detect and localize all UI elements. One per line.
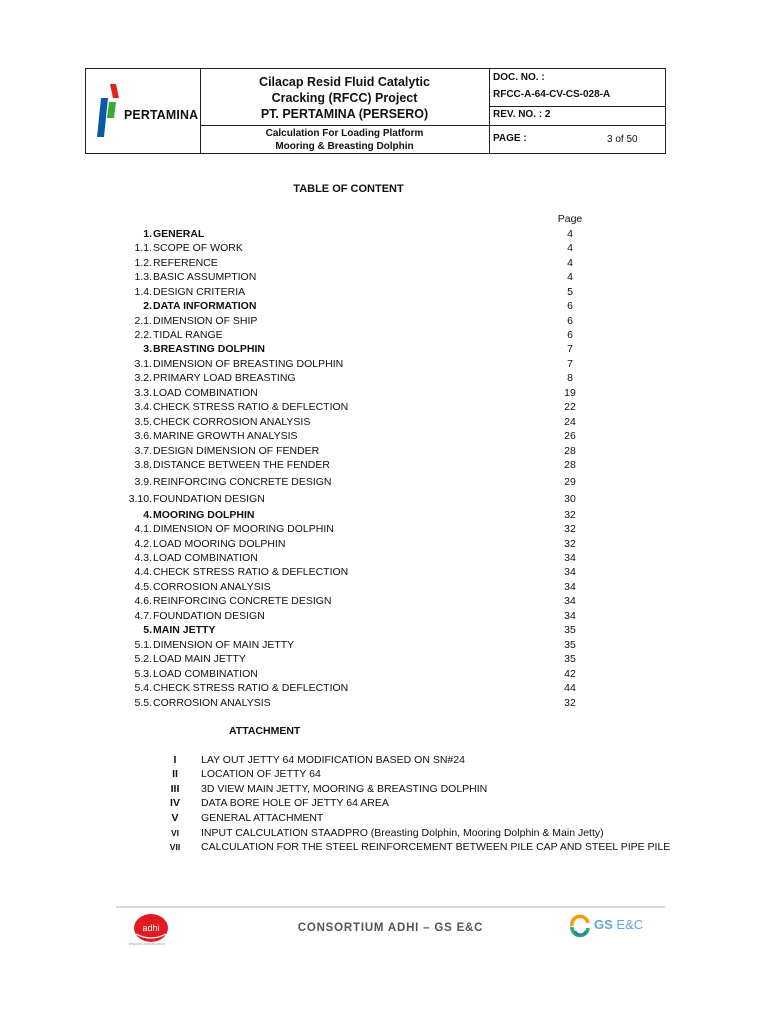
toc-row (0, 256, 700, 270)
doc-no-value: RFCC-A-64-CV-CS-028-A (493, 89, 611, 100)
toc-row (0, 285, 700, 299)
toc-page-number: 34 (564, 595, 576, 607)
toc-page-number: 32 (564, 538, 576, 550)
toc-page-number: 5 (567, 286, 573, 298)
toc-row (0, 652, 700, 666)
toc-number: 2. (143, 300, 152, 312)
toc-number: 3.7. (134, 445, 152, 457)
pertamina-emblem-icon (88, 81, 128, 141)
toc-page-number: 32 (564, 523, 576, 535)
attachment-text: GENERAL ATTACHMENT (201, 812, 324, 824)
toc-number: 5.3. (134, 668, 152, 680)
toc-label: GENERAL (153, 228, 205, 240)
header-divider (489, 69, 490, 153)
page-label: PAGE : (493, 133, 527, 144)
toc-row (0, 638, 700, 652)
toc-page-number: 35 (564, 639, 576, 651)
attachment-roman-numeral: IV (170, 797, 180, 809)
toc-page-number: 34 (564, 566, 576, 578)
toc-label: BASIC ASSUMPTION (153, 271, 257, 283)
toc-label: MARINE GROWTH ANALYSIS (153, 430, 298, 442)
toc-page-number: 6 (567, 300, 573, 312)
toc-page-number: 6 (567, 315, 573, 327)
toc-label: LOAD COMBINATION (153, 387, 258, 399)
adhi-tagline: beyond construction (129, 941, 165, 946)
toc-page-number: 29 (564, 476, 576, 488)
toc-number: 1. (143, 228, 152, 240)
toc-label: DIMENSION OF BREASTING DOLPHIN (153, 358, 344, 370)
toc-number: 5.2. (134, 653, 152, 665)
toc-page-number: 22 (564, 401, 576, 413)
toc-row (0, 386, 700, 400)
toc-row (0, 241, 700, 255)
svg-text:adhi: adhi (142, 923, 160, 933)
calc-line: Calculation For Loading Platform (265, 128, 424, 139)
toc-section-row (0, 623, 700, 637)
attachment-text: INPUT CALCULATION STAADPRO (Breasting Dolphin, Mooring Dolphin & Main Jetty) (201, 827, 604, 839)
toc-label: CORROSION ANALYSIS (153, 697, 271, 709)
toc-number: 3.9. (134, 476, 152, 488)
toc-number: 5.5. (134, 697, 152, 709)
attachment-roman-numeral: I (173, 754, 177, 766)
toc-number: 3.2. (134, 372, 152, 384)
toc-row (0, 594, 700, 608)
toc-section-row (0, 508, 700, 522)
toc-number: 3.5. (134, 416, 152, 428)
toc-page-number: 35 (564, 653, 576, 665)
toc-page-number: 35 (564, 624, 576, 636)
toc-number: 1.4. (134, 286, 152, 298)
project-line: Cilacap Resid Fluid Catalytic (259, 74, 430, 89)
calculation-title (200, 126, 489, 154)
toc-row (0, 458, 700, 472)
toc-row (0, 609, 700, 623)
toc-row (0, 314, 700, 328)
toc-number: 3.6. (134, 430, 152, 442)
attachment-roman-numeral: VII (169, 842, 181, 852)
project-line: Cracking (RFCC) Project (271, 90, 418, 105)
toc-number: 3.3. (134, 387, 152, 399)
toc-page-number: 8 (567, 372, 573, 384)
toc-label: REINFORCING CONCRETE DESIGN (153, 595, 332, 607)
toc-label: LOAD MOORING DOLPHIN (153, 538, 286, 550)
toc-row (0, 537, 700, 551)
toc-row (0, 667, 700, 681)
toc-label: LOAD COMBINATION (153, 668, 258, 680)
pertamina-logo (86, 69, 200, 153)
toc-row (0, 696, 700, 710)
footer (116, 906, 665, 950)
attachment-text: LOCATION OF JETTY 64 (201, 768, 321, 780)
attachment-text: 3D VIEW MAIN JETTY, MOORING & BREASTING DOLPHIN (201, 783, 488, 795)
toc-label: DIMENSION OF SHIP (153, 315, 258, 327)
toc-number: 4.1. (134, 523, 152, 535)
toc-page-number: 34 (564, 581, 576, 593)
toc-label: CORROSION ANALYSIS (153, 581, 271, 593)
toc-page-number: 28 (564, 459, 576, 471)
toc-label: DIMENSION OF MOORING DOLPHIN (153, 523, 334, 535)
toc-label: DATA INFORMATION (153, 300, 257, 312)
attachment-roman-numeral: II (172, 768, 178, 780)
toc-number: 4.3. (134, 552, 152, 564)
toc-page-number: 42 (564, 668, 576, 680)
toc-page-number: 24 (564, 416, 576, 428)
attachment-text: LAY OUT JETTY 64 MODIFICATION BASED ON SN#24 (201, 754, 465, 766)
toc-row (0, 565, 700, 579)
toc-title: TABLE OF CONTENT (293, 183, 404, 195)
toc-number: 1.1. (134, 242, 152, 254)
toc-row (0, 444, 700, 458)
toc-number: 5. (143, 624, 152, 636)
toc-number: 3.8. (134, 459, 152, 471)
toc-number: 4.2. (134, 538, 152, 550)
toc-label: DIMENSION OF MAIN JETTY (153, 639, 295, 651)
toc-label: REINFORCING CONCRETE DESIGN (153, 476, 332, 488)
toc-page-header: Page (557, 213, 583, 225)
toc-label: TIDAL RANGE (153, 329, 223, 341)
toc-label: FOUNDATION DESIGN (153, 493, 265, 505)
toc-number: 3.1. (134, 358, 152, 370)
toc-label: MAIN JETTY (153, 624, 216, 636)
toc-page-number: 32 (564, 509, 576, 521)
toc-label: LOAD MAIN JETTY (153, 653, 246, 665)
toc-page-number: 26 (564, 430, 576, 442)
toc-page-number: 4 (567, 271, 573, 283)
toc-page-number: 44 (564, 682, 576, 694)
toc-label: CHECK STRESS RATIO & DEFLECTION (153, 401, 349, 413)
toc-row (0, 415, 700, 429)
gs-logo-text: GS E&C (594, 917, 644, 932)
toc-row (0, 475, 700, 489)
calc-line: Mooring & Breasting Dolphin (275, 141, 414, 152)
attachment-roman-numeral: III (170, 783, 180, 795)
project-line: PT. PERTAMINA (PERSERO) (260, 106, 429, 121)
attachment-text: DATA BORE HOLE OF JETTY 64 AREA (201, 797, 389, 809)
toc-number: 3.4. (134, 401, 152, 413)
toc-label: LOAD COMBINATION (153, 552, 258, 564)
toc-page-number: 34 (564, 610, 576, 622)
toc-number: 5.4. (134, 682, 152, 694)
toc-page-number: 7 (567, 358, 573, 370)
toc-number: 4. (143, 509, 152, 521)
toc-number: 2.1. (134, 315, 152, 327)
rev-no: REV. NO. : 2 (493, 109, 551, 120)
toc-number: 1.3. (134, 271, 152, 283)
toc-row (0, 580, 700, 594)
toc-number: 3.10. (128, 493, 152, 505)
page-value: 3 of 50 (607, 134, 638, 145)
toc-page-number: 4 (567, 242, 573, 254)
toc-label: CHECK CORROSION ANALYSIS (153, 416, 311, 428)
toc-label: REFERENCE (153, 257, 218, 269)
toc-number: 4.6. (134, 595, 152, 607)
toc-number: 1.2. (134, 257, 152, 269)
toc-page-number: 4 (567, 228, 573, 240)
toc-label: FOUNDATION DESIGN (153, 610, 265, 622)
toc-page-number: 30 (564, 493, 576, 505)
toc-label: DESIGN DIMENSION OF FENDER (153, 445, 320, 457)
toc-label: DESIGN CRITERIA (153, 286, 246, 298)
toc-page-number: 19 (564, 387, 576, 399)
toc-row (0, 681, 700, 695)
toc-row (0, 429, 700, 443)
toc-number: 3. (143, 343, 152, 355)
toc-row (0, 492, 700, 506)
toc-section-row (0, 299, 700, 313)
toc-label: CHECK STRESS RATIO & DEFLECTION (153, 682, 349, 694)
attachment-text: CALCULATION FOR THE STEEL REINFORCEMENT BETWEEN PILE CAP AND STEEL PIPE PILE (201, 841, 671, 853)
toc-row (0, 522, 700, 536)
toc-label: SCOPE OF WORK (153, 242, 243, 254)
toc-page-number: 4 (567, 257, 573, 269)
toc-number: 5.1. (134, 639, 152, 651)
toc-page-number: 6 (567, 329, 573, 341)
toc-section-row (0, 227, 700, 241)
toc-section-row (0, 342, 700, 356)
toc-row (0, 357, 700, 371)
attachment-roman-numeral: VI (170, 828, 180, 838)
toc-label: MOORING DOLPHIN (153, 509, 255, 521)
doc-no-label: DOC. NO. : (493, 72, 545, 83)
toc-page-number: 28 (564, 445, 576, 457)
attachment-roman-numeral: V (171, 812, 179, 824)
toc-page-number: 32 (564, 697, 576, 709)
toc-number: 2.2. (134, 329, 152, 341)
toc-label: PRIMARY LOAD BREASTING (153, 372, 296, 384)
project-title (200, 69, 489, 126)
toc-number: 4.4. (134, 566, 152, 578)
logo-text: PERTAMINA (124, 107, 199, 122)
toc-label: DISTANCE BETWEEN THE FENDER (153, 459, 330, 471)
toc-row (0, 551, 700, 565)
toc-label: BREASTING DOLPHIN (153, 343, 266, 355)
toc-label: CHECK STRESS RATIO & DEFLECTION (153, 566, 349, 578)
toc-number: 4.5. (134, 581, 152, 593)
toc-row (0, 270, 700, 284)
toc-row (0, 328, 700, 342)
gs-logo-icon (568, 914, 592, 938)
toc-number: 4.7. (134, 610, 152, 622)
toc-row (0, 371, 700, 385)
toc-row (0, 400, 700, 414)
toc-page-number: 7 (567, 343, 573, 355)
document-header (85, 68, 666, 154)
attachment-title: ATTACHMENT (229, 725, 301, 737)
toc-page-number: 34 (564, 552, 576, 564)
header-divider (489, 106, 665, 107)
consortium-text: CONSORTIUM ADHI – GS E&C (297, 922, 484, 934)
